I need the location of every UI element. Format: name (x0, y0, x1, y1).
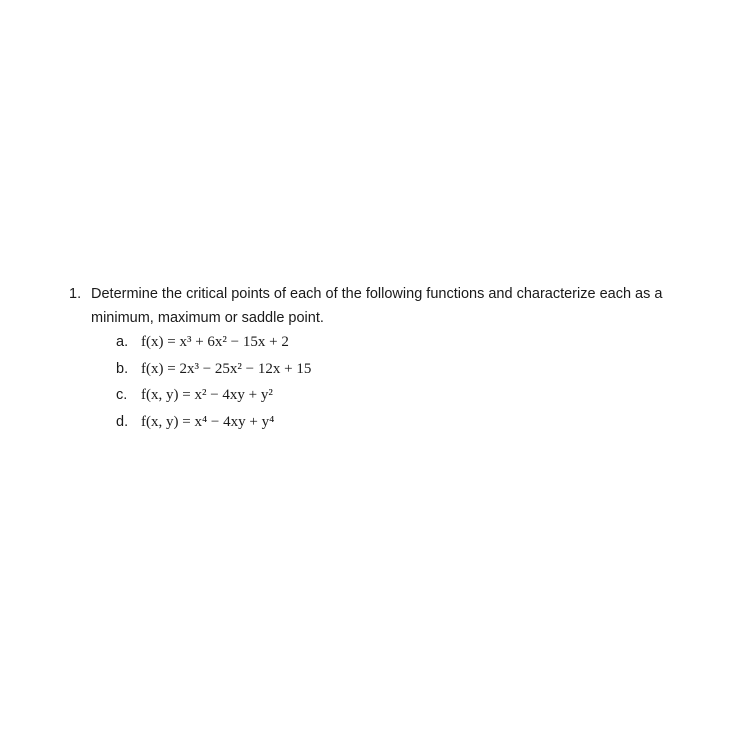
question-number: 1. (69, 286, 82, 302)
sub-question-letter: d. (116, 413, 129, 430)
sub-question-list (69, 334, 709, 440)
formula-d: f(x, y) = x⁴ − 4xy + y⁴ (141, 413, 275, 430)
sub-question-d (116, 414, 709, 441)
problem-1 (69, 282, 709, 440)
sub-question-b (116, 361, 709, 388)
sub-question-letter: a. (116, 334, 129, 350)
formula-b: f(x) = 2x³ − 25x² − 12x + 15 (141, 360, 312, 377)
formula-c: f(x, y) = x² − 4xy + y² (141, 387, 273, 403)
sub-question-letter: c. (116, 387, 128, 403)
sub-question-c (116, 387, 709, 414)
question-statement (69, 282, 709, 330)
question-text: Determine the critical points of each of the following functions and characterize each as a minimum, maximum or saddle point. (91, 286, 663, 326)
formula-a: f(x) = x³ + 6x² − 15x + 2 (141, 334, 289, 350)
sub-question-a (116, 334, 709, 361)
sub-question-letter: b. (116, 360, 129, 377)
